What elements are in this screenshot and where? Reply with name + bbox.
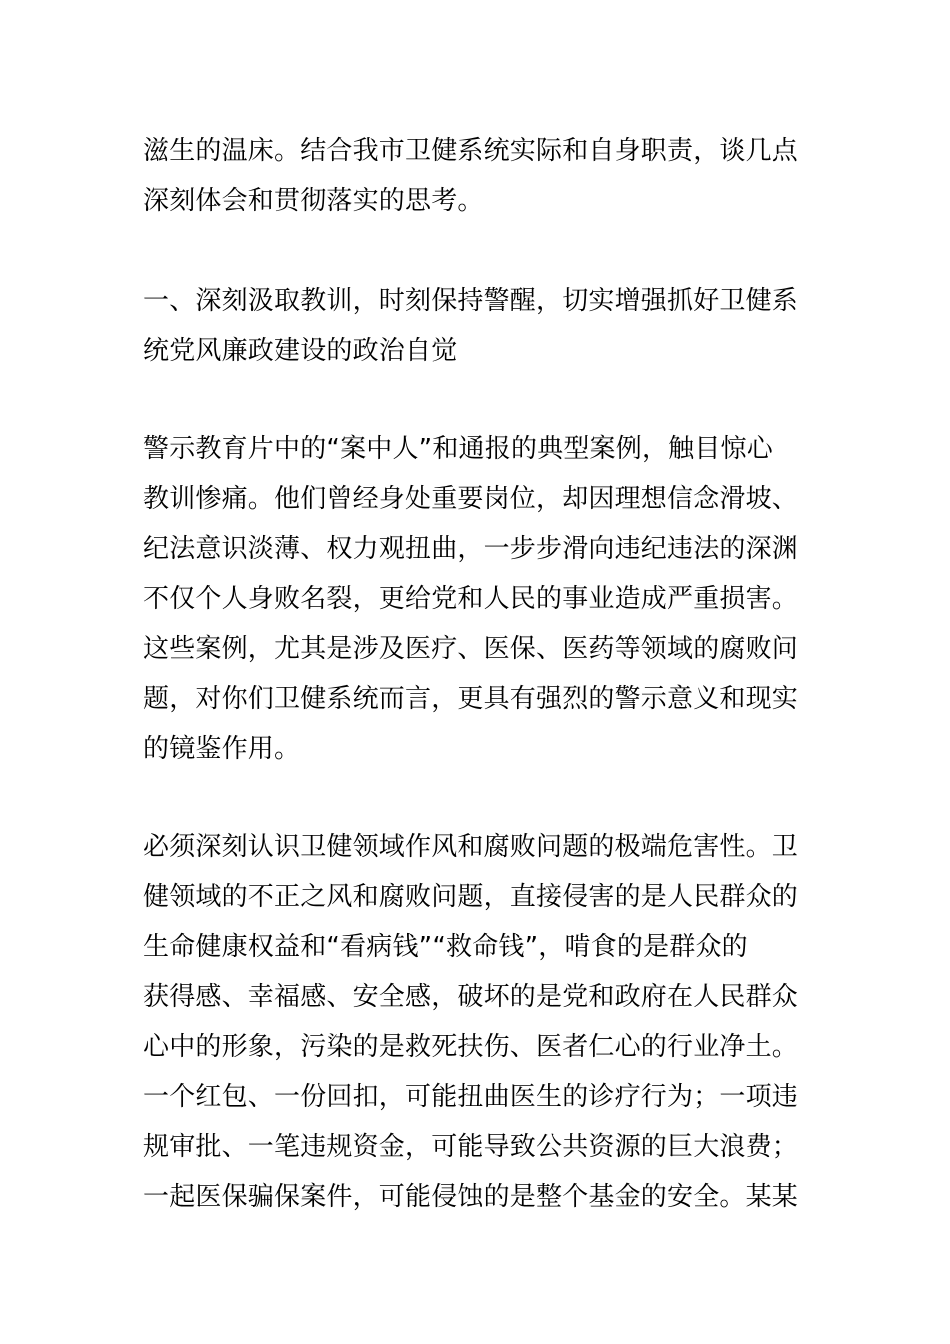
heading-line: 统党风廉政建设的政治自觉 (143, 336, 458, 366)
text-line: 纪法意识淡薄、权力观扭曲，一步步滑向违纪违法的深渊 (143, 534, 799, 564)
paragraph-warning-cases (143, 424, 813, 774)
text-line: 一起医保骗保案件，可能侵蚀的是整个基金的安全。某某 (143, 1182, 799, 1212)
text-line: 心中的形象，污染的是救死扶伤、医者仁心的行业净土。 (143, 1032, 799, 1062)
text-line: 警示教育片中的“案中人”和通报的典型案例，触目惊心 (143, 434, 773, 464)
text-line: 规审批、一笔违规资金，可能导致公共资源的巨大浪费； (143, 1132, 799, 1162)
text-line: 的镜鉴作用。 (143, 734, 301, 764)
text-line: 题，对你们卫健系统而言，更具有强烈的警示意义和现实 (143, 684, 799, 714)
text-line: 生命健康权益和“看病钱”“救命钱”，啃食的是群众的 (143, 932, 748, 962)
text-line: 健领域的不正之风和腐败问题，直接侵害的是人民群众的 (143, 882, 799, 912)
text-line: 这些案例，尤其是涉及医疗、医保、医药等领域的腐败问 (143, 634, 799, 664)
paragraph-intro-continued (143, 126, 813, 226)
text-line: 必须深刻认识卫健领域作风和腐败问题的极端危害性。卫 (143, 832, 799, 862)
text-line: 获得感、幸福感、安全感，破坏的是党和政府在人民群众 (143, 982, 799, 1012)
text-line: 滋生的温床。结合我市卫健系统实际和自身职责，谈几点 (143, 136, 799, 166)
paragraph-harm-awareness (143, 822, 813, 1222)
text-line: 教训惨痛。他们曾经身处重要岗位，却因理想信念滑坡、 (143, 484, 799, 514)
heading-line: 一、深刻汲取教训，时刻保持警醒，切实增强抓好卫健系 (143, 286, 799, 316)
text-line: 深刻体会和贯彻落实的思考。 (143, 186, 484, 216)
text-line: 不仅个人身败名裂，更给党和人民的事业造成严重损害。 (143, 584, 799, 614)
section-heading-1 (143, 276, 813, 376)
text-line: 一个红包、一份回扣，可能扭曲医生的诊疗行为；一项违 (143, 1082, 799, 1112)
